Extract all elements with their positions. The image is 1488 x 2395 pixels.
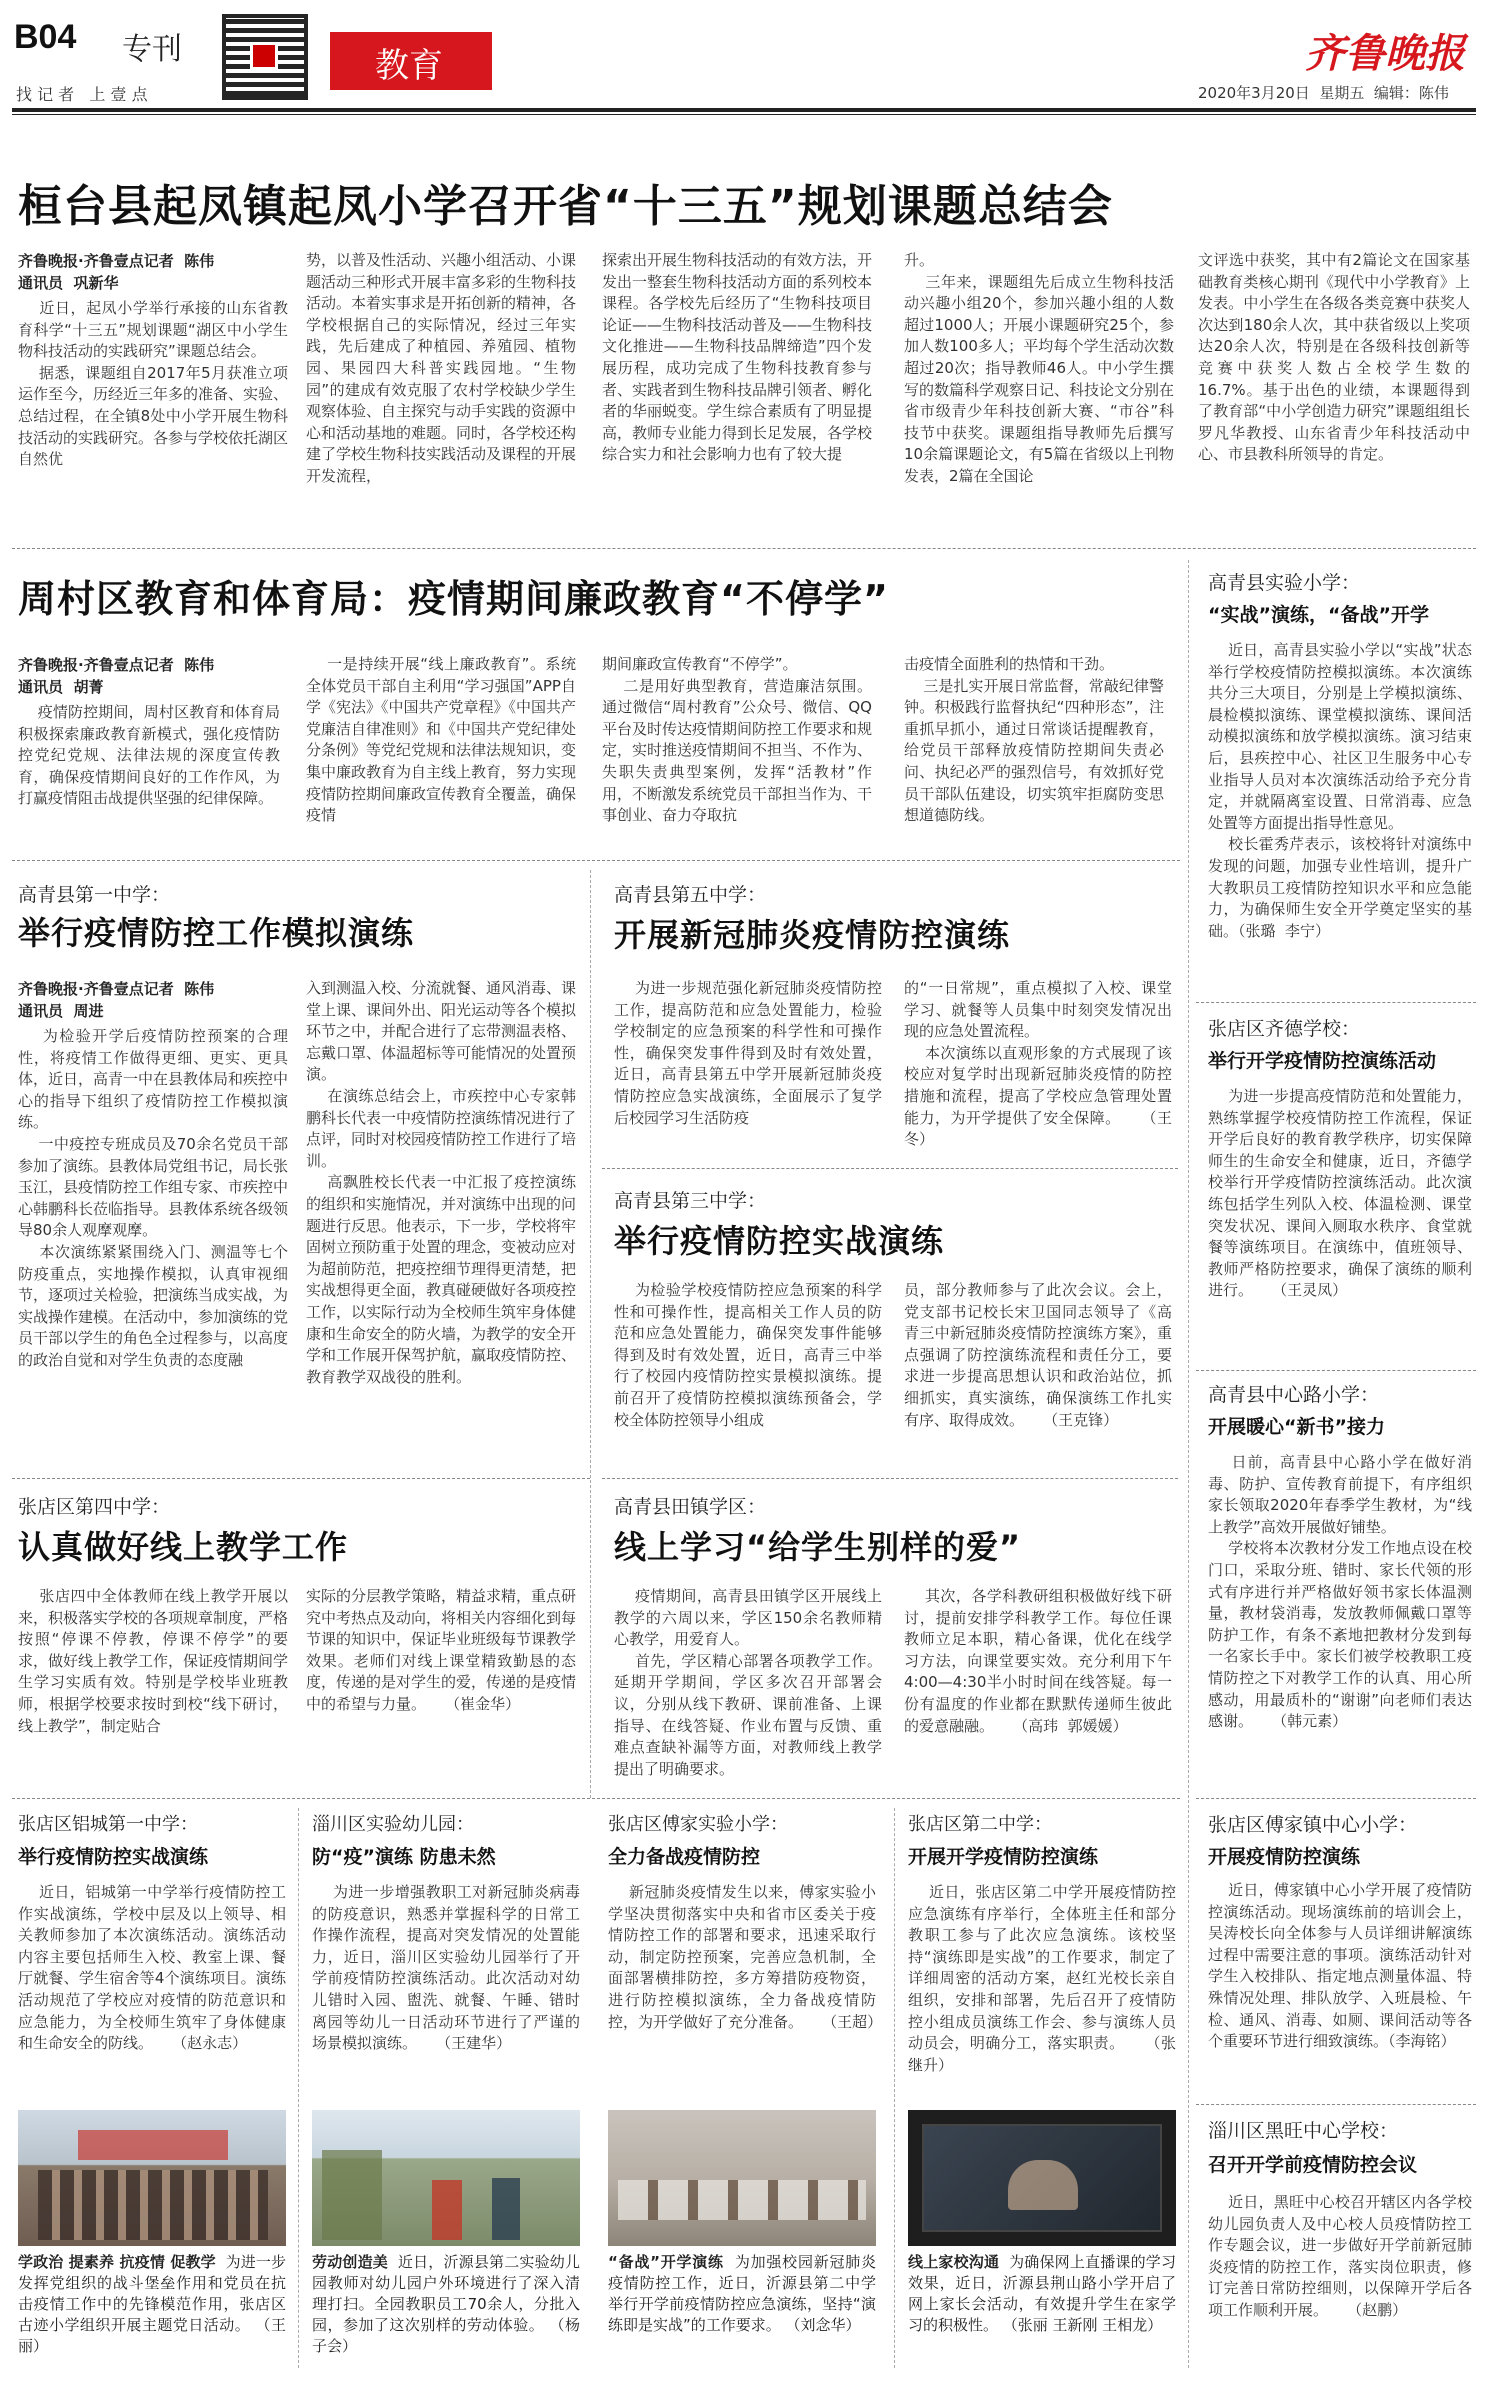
article-text: 一是持续开展“线上廉政教育”。系统全体党员干部自主利用“学习强国”APP自学《宪法》《中国共产党章程》《中国共产党廉洁自律准则》和《中国共产党纪律处分条例》等党纪党规和法律法规知识，变集中廉政教育为自主线上教育，努力实现疫情防控期间廉政宣传教育全覆盖，确保疫情 xyxy=(306,655,577,825)
section-label: 专刊 xyxy=(122,32,182,67)
headline-gaoqing-3: 举行疫情防控实战演练 xyxy=(614,1222,945,1260)
kicker: 淄川区实验幼儿园： xyxy=(312,1814,474,1835)
caption-text: 近日，沂源县第二实验幼儿园教师对幼儿园户外环境进行了深入清理打扫。全园教职员工70余人，分批入园，参加了这次别样的劳动体验。 （杨子会） xyxy=(312,2253,580,2355)
article-text: 期间廉政宣传教育“不停学”。 二是用好典型教育，营造廉洁氛围。通过微信“周村教育”公众号、微信、QQ平台及时传达疫情期间防控工作要求和规定，实时推送疫情期间不担当、不作为、失职失责典型案例，发挥“活教材”作用，不断激发系统党员干部担当作为、干事创业、奋力夺取抗 xyxy=(602,655,873,825)
article-text: 击疫情全面胜利的热情和干劲。 三是扎实开展日常监督，常敲纪律警钟。积极践行监督执纪“四种形态”，注重抓早抓小，通过日常谈话提醒教育，给党员干部释放疫情防控期间失责必问、执纪必严的强烈信号，有效抓好党员干部队伍建设，切实筑牢拒腐防变思想道德防线。 xyxy=(904,655,1164,825)
byline: 齐鲁晚报·齐鲁壹点记者 陈伟 通讯员 周进 xyxy=(18,980,215,1020)
article-text: 疫情期间，高青县田镇学区开展线上教学的六周以来，学区150余名教师精心教学，用爱育人。 首先，学区精心部署各项教学工作。延期开学期间，学区多次召开部署会议，分别从线下教研、课前准备、上课指导、在线答疑、作业布置与反馈、重难点查缺补漏等方面，对教师线上教学提出了明确要求。 xyxy=(614,1587,882,1778)
divider xyxy=(602,1478,1178,1479)
headline-fujiazhen: 开展疫情防控演练 xyxy=(1208,1846,1361,1868)
article-text: 近日，高青县实验小学以“实战”状态举行学校疫情防控模拟演练。本次演练共分三大项目，分别是上学模拟演练、晨检模拟演练、课堂模拟演练、课间活动模拟演练和放学模拟演练。演习结束后，县疾控中心、社区卫生服务中心专业指导人员对本次演练活动给予充分肯定，并就隔离室设置、日常消毒、应急处置等方面提出指导性意见。 校长霍秀芹表示，该校将针对演练中发现的问题，加强专业性培训，提升广大教职员工疫情防控知识水平和应急能力，为确保师生安全开学奠定坚实的基础。（张璐 李宁） xyxy=(1208,641,1472,940)
article-text: 为检验学校疫情防控应急预案的科学性和可操作性，提高相关工作人员的防范和应急处置能力，确保突发事件能够得到及时有效处置，近日，高青三中举行了校园内疫情防控实景模拟演练。提前召开了疫情防控模拟演练预备会，学校全体防控领导小组成 xyxy=(614,1281,882,1429)
section-tab-label: 教育 xyxy=(375,46,443,86)
kicker: 高青县第三中学： xyxy=(614,1190,767,1212)
article-text: 为进一步增强教职工对新冠肺炎病毒的防疫意识，熟悉并掌握科学的日常工作操作流程，提高对突发情况的处置能力，近日，淄川区实验幼儿园举行了开学前疫情防控演练活动。此次活动对幼儿错时入园、盥洗、就餐、午睡、错时离园等幼儿一日活动环节进行了严谨的场景模拟演练。 （王建华） xyxy=(312,1883,580,2053)
article-text: 其次，各学科教研组积极做好线下研讨，提前安排学科教学工作。每位任课教师立足本职，精心备课，优化在线学习方法，向课堂要实效。充分利用下午4:00—4:30半小时时间在线答疑。每一份有温度的作业都在默默传递师生彼此的爱意融融。 （高玮 郭媛媛） xyxy=(904,1587,1172,1735)
article-text: 为检验开学后疫情防控预案的合理性，将疫情工作做得更细、更实、更具体，近日，高青一中在县教体局和疾控中心的指导下组织了疫情防控工作模拟演练。 一中疫控专班成员及70余名党员干部参加了演练。县教体局党组书记，局长张玉江，县疫情防控工作组专家、市疾控中心韩鹏科长莅临指导。县教体系统各级领导80余人观摩观摩。 本次演练紧紧围绕入门、测温等七个防疫重点，实地操作模拟，认真审视细节，逐项过关检验，把演练当成实战，为实战操作建模。在活动中，参加演练的党员干部以学生的角色全过程参与，以高度的政治自觉和对学生负责的态度融 xyxy=(18,1027,289,1369)
article-text: 近日，起凤小学举行承接的山东省教育科学“十三五”规划课题“湖区中小学生物科技活动的实践研究”课题总结会。 据悉，课题组自2017年5月获准立项运作至今，历经近三年多的准备、实验、总结过程，在全镇8处中小学开展生物科技活动的实践研究。各参与学校依托湖区自然优 xyxy=(18,299,289,469)
headline-shiyan: “实战”演练，“备战”开学 xyxy=(1208,604,1429,626)
photo-caption xyxy=(18,2252,286,2357)
article-text: 日前，高青县中心路小学在做好消毒、防护、宣传教育前提下，有序组织家长领取2020年春季学生教材，为“线上教学”高效开展做好铺垫。 学校将本次教材分发工作地点设在校门口，采取分班、错时、家长代领的形式有序进行并严格做好领书家长体温测量，教材袋消毒，发放教师佩戴口罩等防护工作，有条不紊地把教材分发到每一名家长手中。家长们被学校教职工疫情防控之下对教学工作的认真、用心所感动，用最质朴的“谢谢”向老师们表达感谢。 （韩元素） xyxy=(1208,1453,1472,1731)
article-text: 近日，张店区第二中学开展疫情防控应急演练有序举行，全体班主任和部分教职工参与了此次应急演练。该校坚持“演练即是实战”的工作要求，制定了详细周密的活动方案，赵红光校长亲自组织，安排和部署，先后召开了疫情防控小组成员演练工作会、参与演练人员动员会，明确分工，落实职责。 （张继升） xyxy=(908,1883,1176,2074)
headline-fujia-shiyan: 全力备战疫情防控 xyxy=(608,1846,761,1868)
caption-title: 线上家校沟通 xyxy=(908,2253,1000,2271)
photo-caption xyxy=(908,2252,1176,2336)
column-rule xyxy=(590,870,591,1798)
kicker: 张店区齐德学校： xyxy=(1208,1018,1361,1040)
caption-title: 劳动创造美 xyxy=(312,2253,388,2271)
article-text: 入到测温入校、分流就餐、通风消毒、课堂上课、课间外出、阳光运动等各个模拟环节之中，并配合进行了忘带测温表格、忘戴口罩、体温超标等可能情况的处置预演。 在演练总结会上，市疾控中心专家韩鹏科长代表一中疫情防控演练情况进行了点评，同时对校园疫情防控工作进行了培训。 高飘胜校长代表一中汇报了疫控演练的组织和实施情况，并对演练中出现的问题进行反思。他表示，下一步，学校将牢固树立预防重于处置的理念，变被动应对为超前防范，把疫控细节理得更清楚，把实战想得更全面，教真碰硬做好各项疫控工作，以实际行动为全校师生筑牢身体健康和生命安全的防火墙，为教学的安全开学和工作展开保驾护航，赢取疫情防控、教育教学双战役的胜利。 xyxy=(306,979,577,1386)
page-number: B04 xyxy=(14,18,77,56)
photo-drill xyxy=(608,2110,876,2246)
tagline: 找 记 者 上 壹 点 xyxy=(16,85,148,104)
headline-gaoqing-1: 举行疫情防控工作模拟演练 xyxy=(18,914,415,952)
headline-zhoucun: 周村区教育和体育局：疫情期间廉政教育“不停学” xyxy=(18,577,889,621)
caption-title: 学政治 提素养 抗疫情 促教学 xyxy=(18,2253,216,2271)
kicker: 张店区傅家实验小学： xyxy=(608,1814,788,1835)
photo-party-activity xyxy=(18,2110,286,2246)
kicker: 张店区铝城第一中学： xyxy=(18,1814,198,1835)
divider xyxy=(12,548,1476,549)
headline-heiwang: 召开开学前疫情防控会议 xyxy=(1208,2154,1418,2176)
article-text: 为进一步规范强化新冠肺炎疫情防控工作，提高防范和应急处置能力，检验学校制定的应急预案的科学性和可操作性，确保突发事件得到及时有效处置，近日，高青县第五中学开展新冠肺炎疫情防控应急实战演练，全面展示了复学后校园学习生活防疫 xyxy=(614,979,882,1127)
article-text: 升。 三年来，课题组先后成立生物科技活动兴趣小组20个，参加兴趣小组的人数超过1000人；开展小课题研究25个，参加人数100多人；平均每个学生活动次数超过20次；指导教师46人。中小学生撰写的数篇科学观察日记、科技论文分别在省市级青少年科技创新大赛、“市谷”科技节中获奖。课题组指导教师先后撰写10余篇课题论文，有5篇在省级以上刊物发表，2篇在全国论 xyxy=(904,251,1175,485)
article-text: 疫情防控期间，周村区教育和体育局积极探索廉政教育新模式，强化疫情防控党纪党规、法律法规的深度宣传教育，确保疫情期间良好的工作作风，为打赢疫情阻击战提供坚强的纪律保障。 xyxy=(18,703,280,808)
header-rule xyxy=(12,108,1476,112)
kicker: 高青县田镇学区： xyxy=(614,1496,767,1518)
photo-cleaning xyxy=(312,2110,580,2246)
photo-online-meeting xyxy=(908,2110,1176,2246)
divider xyxy=(1196,2104,1476,2105)
caption-text: 为进一步发挥党组织的战斗堡垒作用和党员在抗击疫情工作中的先锋模范作用，张店区古迹小学组织开展主题党日活动。 （王丽） xyxy=(18,2253,286,2355)
headline-zhangdian-2: 开展开学疫情防控演练 xyxy=(908,1846,1099,1868)
issue-date: 2020年3月20日 星期五 编辑：陈伟 xyxy=(1198,84,1449,102)
caption-text: 为加强校园新冠肺炎疫情防控工作，近日，沂源县第二中学举行开学前疫情防控应急演练，坚持“演练即是实战”的工作要求。 （刘念华） xyxy=(608,2253,876,2334)
article-text: 势，以普及性活动、兴趣小组活动、小课题活动三种形式开展丰富多彩的生物科技活动。本着实事求是开拓创新的精神，各学校根据自己的实际情况，经过三年实践，先后建成了种植园、养殖园、植物园、果园四大科普实践园地。“生物园”的建成有效克服了农村学校缺少学生观察体验、自主探究与动手实践的资源中心和活动基地的难题。同时，各学校还构建了学校生物科技实践活动及课程的开展开发流程， xyxy=(306,251,577,485)
column-rule xyxy=(1188,560,1189,2368)
headline-tianzhen: 线上学习“给学生别样的爱” xyxy=(614,1528,1022,1566)
divider xyxy=(1196,1370,1476,1371)
kicker: 张店区第四中学： xyxy=(18,1496,171,1518)
article-text: 新冠肺炎疫情发生以来，傅家实验小学坚决贯彻落实中央和省市区委关于疫情防控工作的部署和要求，迅速采取行动，制定防控预案，完善应急机制，全面部署横排防控，多方筹措防疫物资，进行防控模拟演练，全力备战疫情防控，为开学做好了充分准备。 （王超） xyxy=(608,1883,883,2031)
headline-kindergarten: 防“疫”演练 防患未然 xyxy=(312,1846,496,1868)
kicker: 张店区第二中学： xyxy=(908,1814,1052,1835)
photo-caption xyxy=(312,2252,580,2357)
kicker: 高青县中心路小学： xyxy=(1208,1384,1380,1406)
caption-title: “备战”开学演练 xyxy=(608,2253,724,2271)
article-text: 近日，铝城第一中学举行疫情防控工作实战演练，学校中层及以上领导、相关教师参加了本次演练活动。演练活动内容主要包括师生入校、教室上课、餐厅就餐、学生宿舍等4个演练项目。演练活动规范了学校应对疫情的防范意识和应急能力，为全校师生筑牢了身体健康和生命安全的防线。 （赵永志） xyxy=(18,1883,286,2053)
headline-qifeng: 桓台县起凤镇起凤小学召开省“十三五”规划课题总结会 xyxy=(18,181,1113,232)
kicker: 淄川区黑旺中心学校： xyxy=(1208,2120,1399,2142)
divider xyxy=(602,1168,1178,1169)
byline: 齐鲁晚报·齐鲁壹点记者 陈伟 通讯员 巩新华 xyxy=(18,252,215,292)
headline-lvcheng: 举行疫情防控实战演练 xyxy=(18,1846,209,1868)
article-text: 员，部分教师参与了此次会议。会上，党支部书记校长宋卫国同志领导了《高青三中新冠肺炎疫情防控演练方案》，重点强调了防控演练流程和责任分工，要求进一步提高思想认识和政治站位，抓细抓实，真实演练，确保演练工作扎实有序、取得成效。 （王克锋） xyxy=(904,1281,1172,1429)
column-rule xyxy=(298,1808,299,2368)
divider xyxy=(1196,1798,1476,1799)
headline-zhongxinlu: 开展暖心“新书”接力 xyxy=(1208,1416,1385,1438)
divider xyxy=(12,1798,1180,1799)
article-text: 张店四中全体教师在线上教学开展以来，积极落实学校的各项规章制度，严格按照“停课不停教，停课不停学”的要求，做好线上教学工作，保证疫情期间学生学习实质有效。特别是学校毕业班教师，根据学校要求按时到校“线下研讨，线上教学”，制定贴合 xyxy=(18,1587,289,1735)
column-rule xyxy=(894,1808,895,2368)
article-text: 探索出开展生物科技活动的有效方法，开发出一整套生物科技活动方面的系列校本课程。各学校先后经历了“生物科技项目论证——生物科技活动普及——生物科技文化推进——生物科技品牌缔造”四个发展历程，成功完成了生物科技教育参与者、实践者到生物科技品牌引领者、孵化者的华丽蜕变。学生综合素质有了明显提高，教师专业能力得到长足发展，各学校综合实力和社会影响力也有了较大提 xyxy=(602,251,873,464)
article-text: 文评选中获奖，其中有2篇论文在国家基础教育类核心期刊《现代中小学教育》上发表。中小学生在各级各类竞赛中获奖人次达到180余人次，其中获省级以上奖项达20余人次，特别是在各级科技创新等竞赛中获奖人数占全校学生数的16.7%。基于出色的业绩，本课题得到了教育部“中小学创造力研究”课题组组长罗凡华教授、山东省青少年科技活动中心、市县教科所领导的肯定。 xyxy=(1198,251,1470,464)
article-text: 为进一步提高疫情防范和处置能力，熟练掌握学校疫情防控工作流程，保证开学后良好的教育教学秩序，切实保障师生的生命安全和健康，近日，齐德学校举行开学疫情防控演练活动。此次演练包括学生列队入校、体温检测、课堂突发状况、课间入厕取水秩序、食堂就餐等演练项目。在演练中，值班领导、教师严格防控要求，确保了演练的顺利进行。 （王灵凤） xyxy=(1208,1087,1472,1300)
header-rule-thin xyxy=(12,114,1476,115)
qr-code-center xyxy=(250,42,278,70)
photo-caption xyxy=(608,2252,876,2336)
headline-gaoqing-5: 开展新冠肺炎疫情防控演练 xyxy=(614,916,1011,954)
divider xyxy=(1196,1002,1476,1003)
caption-text: 为确保网上直播课的学习效果，近日，沂源县荆山路小学开启了网上家长会活动，有效提升学生在家学习的积极性。 （张丽 王新刚 王相龙） xyxy=(908,2253,1176,2334)
article-text: 的“一日常规”，重点模拟了入校、课堂学习、就餐等人员集中时刻突发情况出现的应急处置流程。 本次演练以直观形象的方式展现了该校应对复学时出现新冠肺炎疫情的防控措施和流程，提高了学校应急管理处置能力，为开学提供了安全保障。 （王冬） xyxy=(904,979,1172,1149)
article-text: 近日，傅家镇中心小学开展了疫情防控演练活动。现场演练前的培训会上，吴涛校长向全体参与人员详细讲解演练过程中需要注意的事项。演练活动针对学生入校排队、指定地点测量体温、特殊情况处理、排队放学、入班晨检、午检、通风、消毒、如厕、课间活动等各个重要环节进行细致演练。（李海铭） xyxy=(1208,1881,1472,2051)
kicker: 高青县第一中学： xyxy=(18,884,171,906)
headline-zhangdian-4: 认真做好线上教学工作 xyxy=(18,1528,349,1566)
kicker: 张店区傅家镇中心小学： xyxy=(1208,1814,1418,1836)
divider xyxy=(12,1478,590,1479)
masthead-logo: 齐鲁晚报 xyxy=(1305,30,1465,77)
headline-qide: 举行开学疫情防控演练活动 xyxy=(1208,1050,1437,1072)
kicker: 高青县实验小学： xyxy=(1208,572,1361,594)
divider xyxy=(12,860,1180,861)
article-text: 近日，黑旺中心校召开辖区内各学校幼儿园负责人及中心校人员疫情防控工作专题会议，进一步做好开学前新冠肺炎疫情的防控工作，落实岗位职责，修订完善日常防控细则，以保障开学后各项工作顺利开展。 （赵鹏） xyxy=(1208,2193,1472,2319)
kicker: 高青县第五中学： xyxy=(614,884,767,906)
article-text: 实际的分层教学策略，精益求精，重点研究中考热点及动向，将相关内容细化到每节课的知识中，保证毕业班级每节课教学效果。老师们对线上课堂精致勤恳的态度，传递的是对学生的爱，传递的是疫情中的希望与力量。 （崔金华） xyxy=(306,1587,577,1713)
byline: 齐鲁晚报·齐鲁壹点记者 陈伟 通讯员 胡菁 xyxy=(18,656,215,696)
